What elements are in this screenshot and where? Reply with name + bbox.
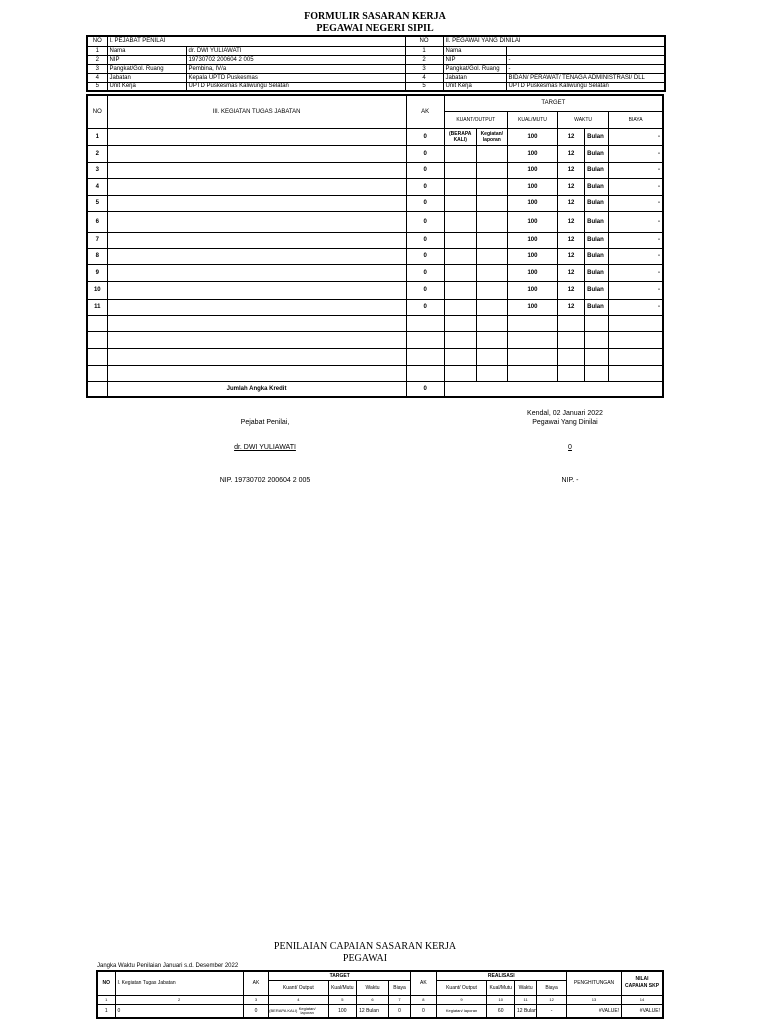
activity-kuant-b xyxy=(476,281,507,299)
p2-row-r-waktu-value: 12 xyxy=(516,1007,523,1014)
activity-kuant-b: Kegiatan/ laporan xyxy=(476,128,507,145)
blank-row xyxy=(87,365,663,381)
penilai-name: dr. DWI YULIAWATI xyxy=(234,444,296,451)
activity-kuant-b xyxy=(476,248,507,264)
p2-sub-kuant: Kuant/ Output xyxy=(269,980,328,995)
dinilai-value: - xyxy=(506,55,665,64)
index-cell: 13 xyxy=(566,995,621,1004)
page2-title-line1: PENILAIAN CAPAIAN SASARAN KERJA xyxy=(273,941,457,952)
index-cell: 6 xyxy=(357,995,389,1004)
penilai-value: dr. DWI YULIAWATI xyxy=(186,46,405,55)
activity-kegiatan xyxy=(107,211,406,232)
p2-sub-biaya: Biaya xyxy=(388,980,410,995)
identity-no: 2 xyxy=(87,55,107,64)
index-cell: 14 xyxy=(622,995,663,1004)
activity-kuant-a xyxy=(444,248,476,264)
activity-ak: 0 xyxy=(406,232,444,248)
activity-no: 8 xyxy=(87,248,107,264)
activity-waktu: 12 xyxy=(558,145,585,162)
activity-biaya: - xyxy=(609,281,663,299)
activity-kuant-a xyxy=(444,145,476,162)
dinilai-value: - xyxy=(506,64,665,73)
activity-kual: 100 xyxy=(507,211,557,232)
activity-kual: 100 xyxy=(507,232,557,248)
activity-biaya: - xyxy=(609,128,663,145)
index-cell: 12 xyxy=(537,995,567,1004)
activity-satuan: Bulan xyxy=(585,128,609,145)
activity-kuant-a xyxy=(444,299,476,315)
activity-no: 11 xyxy=(87,299,107,315)
identity-header-row xyxy=(87,36,665,46)
activity-row xyxy=(87,128,663,145)
index-cell: 8 xyxy=(411,995,436,1004)
identity-label-2: NIP xyxy=(443,55,506,64)
p2-row-r-kual: 60 xyxy=(487,1004,515,1018)
activity-no: 10 xyxy=(87,281,107,299)
total-label: Jumlah Angka Kredit xyxy=(107,381,406,397)
index-cell: 10 xyxy=(487,995,515,1004)
activity-waktu: 12 xyxy=(558,281,585,299)
penilai-value: 19730702 200604 2 005 xyxy=(186,55,405,64)
activity-kegiatan xyxy=(107,145,406,162)
activity-satuan: Bulan xyxy=(585,232,609,248)
penilai-value: Kepala UPTD Puskesmas xyxy=(186,73,405,82)
activity-satuan: Bulan xyxy=(585,248,609,264)
activity-biaya: - xyxy=(609,195,663,211)
activity-ak: 0 xyxy=(406,281,444,299)
p2-row-t-kuant-b: Kegiatan/ laporan xyxy=(298,1005,316,1015)
dinilai-role: Pegawai Yang Dinilai xyxy=(532,419,598,426)
p2-target-header: TARGET xyxy=(269,971,411,980)
activity-biaya: - xyxy=(609,264,663,281)
identity-no-2: 3 xyxy=(405,64,443,73)
identity-row xyxy=(87,82,665,91)
p2-row-t-satuan: Bulan xyxy=(366,1007,379,1014)
activity-biaya: - xyxy=(609,232,663,248)
index-cell: 3 xyxy=(243,995,268,1004)
p2-realisasi-header: REALISASI xyxy=(436,971,566,980)
activity-kegiatan xyxy=(107,281,406,299)
index-cell: 1 xyxy=(97,995,115,1004)
activity-kuant-b xyxy=(476,232,507,248)
identity-row xyxy=(87,46,665,55)
activity-kuant-a xyxy=(444,281,476,299)
penilai-nip: NIP. 19730702 200604 2 005 xyxy=(219,477,311,484)
activity-kegiatan xyxy=(107,195,406,211)
activity-no: 3 xyxy=(87,162,107,178)
activity-satuan: Bulan xyxy=(585,162,609,178)
activity-satuan: Bulan xyxy=(585,211,609,232)
p2-sub-waktu: Waktu xyxy=(357,980,389,995)
date-line: Kendal, 02 Januari 2022 xyxy=(527,410,603,417)
activity-kual: 100 xyxy=(507,281,557,299)
activity-kuant-a: (BERAPA KALI) xyxy=(444,128,476,145)
p2-row-t-waktu xyxy=(357,1004,389,1018)
activity-ak: 0 xyxy=(406,264,444,281)
blank-row xyxy=(87,348,663,365)
p2-row-t-kuant xyxy=(269,1004,328,1018)
blank-row xyxy=(87,331,663,348)
activity-ak: 0 xyxy=(406,145,444,162)
activity-row xyxy=(87,248,663,264)
activity-waktu: 12 xyxy=(558,232,585,248)
form-title-line1: FORMULIR SASARAN KERJA xyxy=(304,11,446,22)
p2-row-r-kuant: Kegiatan/ laporan xyxy=(436,1004,487,1018)
activity-biaya: - xyxy=(609,211,663,232)
identity-no-2: 5 xyxy=(405,82,443,91)
target-header: TARGET xyxy=(444,95,663,111)
p2-row-nilai: #VALUE! xyxy=(622,1004,663,1018)
activity-kual: 100 xyxy=(507,264,557,281)
activity-kuant-b xyxy=(476,195,507,211)
dinilai-value xyxy=(506,46,665,55)
index-cell: 9 xyxy=(436,995,487,1004)
activity-ak: 0 xyxy=(406,128,444,145)
activity-waktu: 12 xyxy=(558,248,585,264)
p2-row-penghitungan: #VALUE! xyxy=(566,1004,621,1018)
col-biaya: BIAYA xyxy=(609,111,663,128)
assessment-period: Jangka Waktu Penilaian Januari s.d. Desember 2022 xyxy=(97,963,239,969)
activities-table xyxy=(86,94,664,398)
activity-satuan: Bulan xyxy=(585,145,609,162)
activities-col-ak: AK xyxy=(406,95,444,128)
activity-kuant-a xyxy=(444,232,476,248)
activity-kuant-b xyxy=(476,264,507,281)
p2-col-ak: AK xyxy=(243,971,268,995)
activity-biaya: - xyxy=(609,178,663,195)
activity-kuant-b xyxy=(476,178,507,195)
activity-row xyxy=(87,145,663,162)
activity-kual: 100 xyxy=(507,248,557,264)
activity-waktu: 12 xyxy=(558,264,585,281)
index-cell: 2 xyxy=(115,995,243,1004)
identity-label: Pangkat/Gol. Ruang xyxy=(107,64,186,73)
index-cell: 7 xyxy=(388,995,410,1004)
activity-kuant-b xyxy=(476,211,507,232)
activity-waktu: 12 xyxy=(558,195,585,211)
p2-row-r-biaya: - xyxy=(537,1004,567,1018)
activity-kual: 100 xyxy=(507,162,557,178)
activity-ak: 0 xyxy=(406,162,444,178)
activity-ak: 0 xyxy=(406,211,444,232)
identity-table xyxy=(86,35,666,92)
p2-row-t-kuant-a: (BERAPA KALI) xyxy=(269,1008,298,1014)
activity-biaya: - xyxy=(609,248,663,264)
identity-no-2: 1 xyxy=(405,46,443,55)
activity-row xyxy=(87,178,663,195)
activity-kegiatan xyxy=(107,264,406,281)
identity-no-2: 2 xyxy=(405,55,443,64)
activity-kegiatan xyxy=(107,128,406,145)
activities-col-kegiatan: III. KEGIATAN TUGAS JABATAN xyxy=(107,95,406,128)
activity-row xyxy=(87,264,663,281)
activities-col-no: NO xyxy=(87,95,107,128)
p2-row-t-waktu-value: 12 xyxy=(359,1007,365,1014)
activity-ak: 0 xyxy=(406,195,444,211)
p2-row-no: 1 xyxy=(97,1004,115,1018)
index-cell: 5 xyxy=(328,995,357,1004)
activity-waktu: 12 xyxy=(558,128,585,145)
activity-kuant-a xyxy=(444,162,476,178)
activity-kual: 100 xyxy=(507,299,557,315)
identity-no: 1 xyxy=(87,46,107,55)
index-cell: 4 xyxy=(269,995,328,1004)
identity-no: 5 xyxy=(87,82,107,91)
activity-satuan: Bulan xyxy=(585,281,609,299)
identity-col-no: NO xyxy=(87,36,107,46)
p2-col-penghitungan: PENGHITUNGAN xyxy=(566,971,621,995)
activity-ak: 0 xyxy=(406,248,444,264)
blank-row xyxy=(87,315,663,331)
activity-satuan: Bulan xyxy=(585,178,609,195)
activity-row xyxy=(87,281,663,299)
activity-kual: 100 xyxy=(507,145,557,162)
p2-sub-kuant-r: Kuant/ Output xyxy=(436,980,487,995)
p2-row-r-waktu xyxy=(514,1004,536,1018)
activity-no: 5 xyxy=(87,195,107,211)
col-kual-mutu: KUAL/MUTU xyxy=(507,111,557,128)
p2-col-no: NO xyxy=(97,971,115,995)
activity-kuant-a xyxy=(444,211,476,232)
activity-row xyxy=(87,232,663,248)
identity-row xyxy=(87,73,665,82)
identity-col-no-2: NO xyxy=(405,36,443,46)
identity-label-2: Unit Kerja xyxy=(443,82,506,91)
dinilai-nip: NIP. - xyxy=(561,477,579,484)
activity-biaya: - xyxy=(609,299,663,315)
identity-label: Jabatan xyxy=(107,73,186,82)
activity-kuant-a xyxy=(444,195,476,211)
activity-no: 1 xyxy=(87,128,107,145)
activity-kual: 100 xyxy=(507,195,557,211)
activity-satuan: Bulan xyxy=(585,264,609,281)
identity-row xyxy=(87,64,665,73)
p2-row-t-biaya: 0 xyxy=(388,1004,410,1018)
activity-kegiatan xyxy=(107,248,406,264)
p2-row-ak2: 0 xyxy=(411,1004,436,1018)
p2-sub-biaya-r: Biaya xyxy=(537,980,567,995)
p2-col-ak2: AK xyxy=(411,971,436,995)
identity-label: NIP xyxy=(107,55,186,64)
identity-label-2: Jabatan xyxy=(443,73,506,82)
p2-col-nilai: NILAI CAPAIAN SKP xyxy=(622,971,663,995)
activity-satuan: Bulan xyxy=(585,299,609,315)
activity-kual: 100 xyxy=(507,128,557,145)
identity-label-2: Pangkat/Gol. Ruang xyxy=(443,64,506,73)
penilai-value: UPTD Puskesmas Kaliwungu Selatan xyxy=(186,82,405,91)
activity-kegiatan xyxy=(107,178,406,195)
identity-no-2: 4 xyxy=(405,73,443,82)
activity-no: 7 xyxy=(87,232,107,248)
dinilai-value: BIDAN/ PERAWAT/ TENAGA ADMINISTRASI/ DLL xyxy=(506,73,665,82)
col-kuant-output: KUANT/OUTPUT xyxy=(444,111,507,128)
activity-row xyxy=(87,162,663,178)
p2-sub-kual-r: Kual/Mutu xyxy=(487,980,515,995)
p2-sub-kual: Kual/Mutu xyxy=(328,980,357,995)
identity-label: Nama xyxy=(107,46,186,55)
page2-title xyxy=(250,941,480,965)
page2-title-line2: PEGAWAI xyxy=(342,953,388,964)
index-cell: 11 xyxy=(514,995,536,1004)
col-waktu: WAKTU xyxy=(558,111,609,128)
p2-row-r-satuan: Bulan xyxy=(523,1007,537,1014)
activity-satuan: Bulan xyxy=(585,195,609,211)
activity-kuant-a xyxy=(444,264,476,281)
p2-row-t-kual: 100 xyxy=(328,1004,357,1018)
penilai-role: Pejabat Penilai, xyxy=(240,419,290,426)
p2-sub-waktu-r: Waktu xyxy=(514,980,536,995)
activity-row xyxy=(87,211,663,232)
identity-no: 4 xyxy=(87,73,107,82)
p2-col-kegiatan: I. Kegiatan Tugas Jabatan xyxy=(115,971,243,995)
penilai-section-title: I. PEJABAT PENILAI xyxy=(107,36,405,46)
activity-kegiatan xyxy=(107,162,406,178)
activity-kuant-b xyxy=(476,162,507,178)
activity-kual: 100 xyxy=(507,178,557,195)
index-row xyxy=(97,995,663,1004)
activity-kegiatan xyxy=(107,299,406,315)
dinilai-value: UPTD Puskesmas Kaliwungu Selatan xyxy=(506,82,665,91)
identity-row xyxy=(87,55,665,64)
activity-waktu: 12 xyxy=(558,162,585,178)
activity-biaya: - xyxy=(609,145,663,162)
total-value: 0 xyxy=(406,381,444,397)
total-row xyxy=(87,381,663,397)
activity-kuant-b xyxy=(476,145,507,162)
penilai-value: Pembina, IV/a xyxy=(186,64,405,73)
activity-no: 2 xyxy=(87,145,107,162)
p2-row-kegiatan: 0 xyxy=(115,1004,243,1018)
dinilai-section-title: II. PEGAWAI YANG DINILAI xyxy=(443,36,665,46)
form-title xyxy=(270,11,480,35)
activity-kegiatan xyxy=(107,232,406,248)
p2-data-row xyxy=(97,1004,663,1018)
activity-ak: 0 xyxy=(406,299,444,315)
activity-waktu: 12 xyxy=(558,299,585,315)
activity-waktu: 12 xyxy=(558,178,585,195)
form-title-line2: PEGAWAI NEGERI SIPIL xyxy=(316,23,434,34)
dinilai-name: 0 xyxy=(568,444,572,451)
activity-no: 4 xyxy=(87,178,107,195)
identity-label: Unit Kerja xyxy=(107,82,186,91)
activity-row xyxy=(87,195,663,211)
identity-label-2: Nama xyxy=(443,46,506,55)
activity-waktu: 12 xyxy=(558,211,585,232)
identity-no: 3 xyxy=(87,64,107,73)
activity-row xyxy=(87,299,663,315)
activity-ak: 0 xyxy=(406,178,444,195)
assessment-table xyxy=(96,970,664,1019)
p2-row-ak: 0 xyxy=(243,1004,268,1018)
activity-no: 6 xyxy=(87,211,107,232)
activity-no: 9 xyxy=(87,264,107,281)
activity-biaya: - xyxy=(609,162,663,178)
activity-kuant-a xyxy=(444,178,476,195)
activity-kuant-b xyxy=(476,299,507,315)
